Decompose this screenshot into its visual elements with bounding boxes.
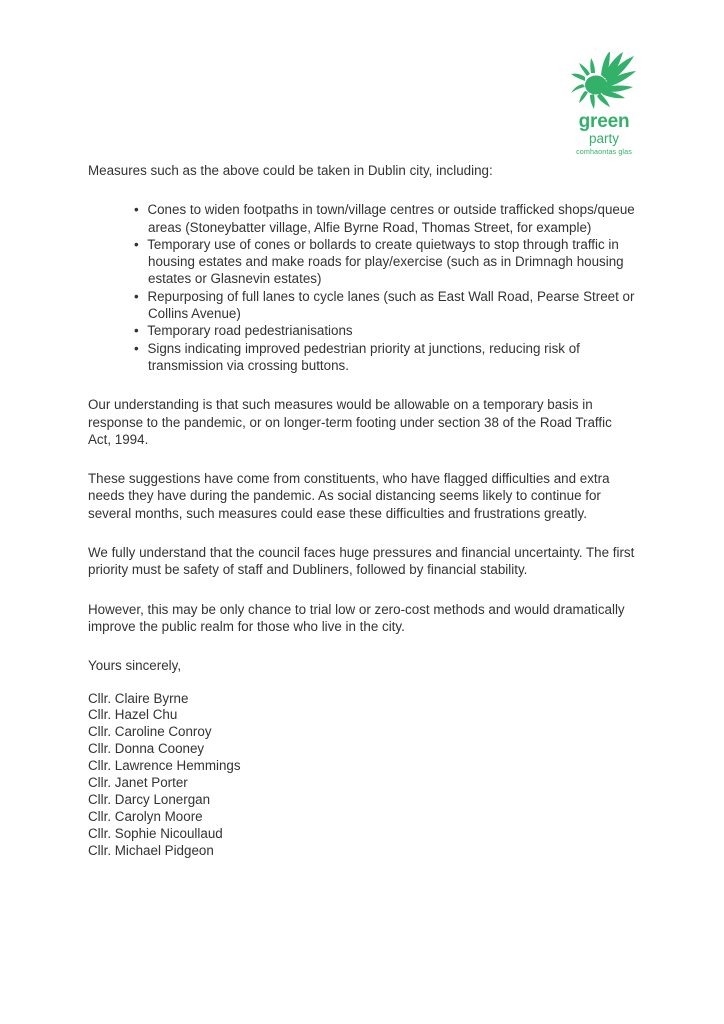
paragraph: However, this may be only chance to trial low or zero-cost methods and would dramatically improve the public realm for those who live in the city. (88, 601, 625, 634)
signatory: Cllr. Caroline Conroy (88, 724, 212, 740)
bullet-marker: • (134, 202, 139, 218)
signoff-text: Yours sincerely, (88, 658, 182, 674)
bullet-marker: • (134, 236, 139, 252)
list-item-text: Temporary use of cones or bollards to create quietways to stop through traffic in housing estates and make roads for play/exercise (such as in Drimnagh housing estates or Glasnevin estates) (147, 236, 624, 287)
list-item-text: Signs indicating improved pedestrian priority at junctions, reducing risk of transmission via crossing buttons. (147, 340, 580, 373)
signatory: Cllr. Hazel Chu (88, 707, 178, 723)
green-party-logo (556, 52, 652, 157)
signatory-list (88, 691, 636, 860)
list-item (124, 340, 636, 375)
paragraph: We fully understand that the council faces huge pressures and financial uncertainty. The first priority must be safety of staff and Dubliners, followed by financial stability. (88, 545, 635, 578)
bullet-marker: • (134, 340, 139, 356)
signatory: Cllr. Donna Cooney (88, 741, 205, 757)
letter-body (88, 162, 636, 860)
logo-word-party: party (588, 131, 619, 146)
list-item (124, 236, 636, 288)
list-item (124, 201, 636, 236)
signatory: Cllr. Claire Byrne (88, 690, 189, 706)
list-item (124, 288, 636, 323)
logo-word-green: green (578, 111, 630, 132)
list-item-text: Temporary road pedestrianisations (147, 323, 353, 339)
paragraph: Our understanding is that such measures would be allowable on a temporary basis in response to the pandemic, or on longer-term footing under section 38 of the Road Traffic Act, 1994. (88, 397, 612, 447)
bullet-marker: • (134, 288, 139, 304)
signatory: Cllr. Carolyn Moore (88, 808, 203, 824)
signatory: Cllr. Janet Porter (88, 775, 188, 791)
signatory: Cllr. Darcy Lonergan (88, 791, 211, 807)
list-item-text: Cones to widen footpaths in town/village centres or outside trafficked shops/queue areas (Stoneybatter village, Alfie Byrne Road, Thomas Street, for example) (147, 202, 635, 235)
signatory: Cllr. Sophie Nicoullaud (88, 825, 223, 841)
signatory: Cllr. Lawrence Hemmings (88, 758, 241, 774)
list-item-text: Repurposing of full lanes to cycle lanes (such as East Wall Road, Pearse Street or Collins Avenue) (147, 288, 635, 322)
signatory: Cllr. Michael Pidgeon (88, 842, 214, 858)
paragraph: These suggestions have come from constituents, who have flagged difficulties and extra needs they have during the pandemic. As social distancing seems likely to continue for several months, such measures could ease these difficulties and frustrations greatly. (88, 471, 610, 521)
sunburst-wing-icon (570, 52, 638, 110)
logo-tagline: comhaontas glas (576, 147, 632, 156)
intro-paragraph: Measures such as the above could be taken in Dublin city, including: (88, 163, 493, 178)
measures-list (88, 201, 636, 374)
bullet-marker: • (134, 323, 139, 339)
list-item (124, 322, 636, 339)
